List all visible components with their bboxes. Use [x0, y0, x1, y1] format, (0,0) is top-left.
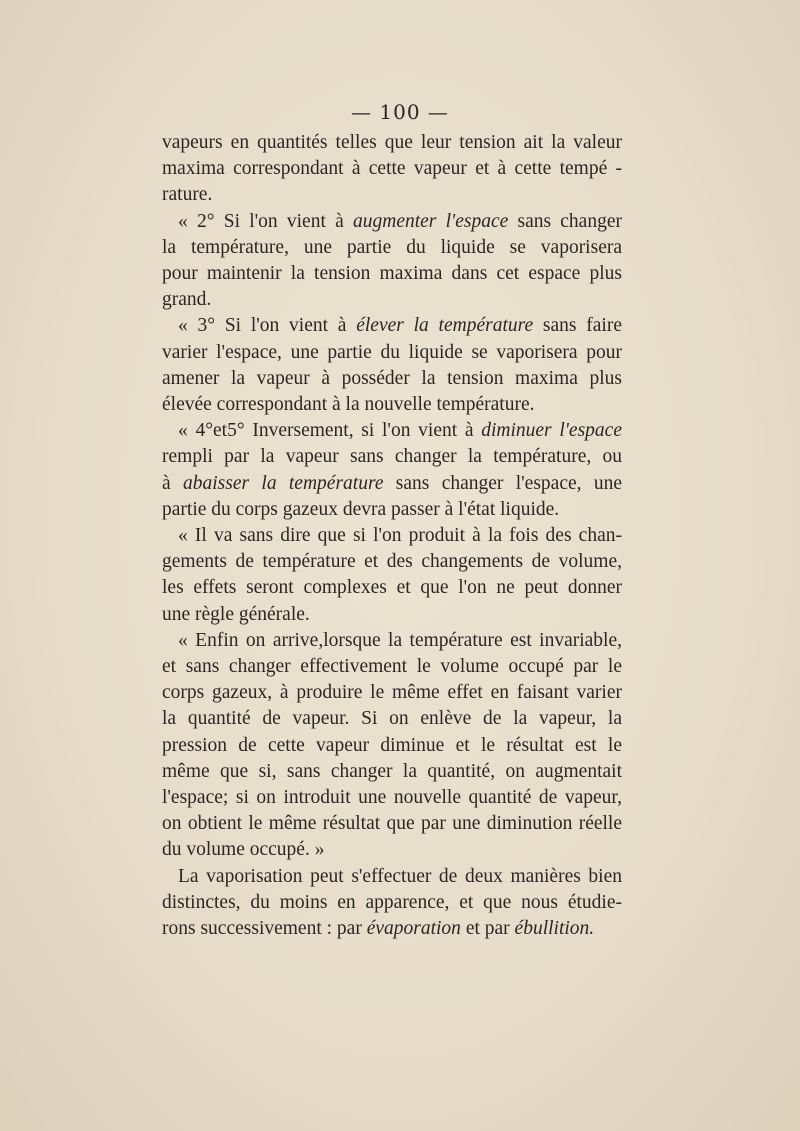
paragraph — [162, 864, 622, 943]
body-text — [162, 130, 622, 942]
text-line: vapeurs en quantités telles que leur tension ait la valeur — [162, 132, 622, 153]
text-line: rempli par la vapeur sans changer la température, ou — [162, 446, 622, 468]
text-line: corps gazeux, à produire le même effet en faisant varier — [162, 682, 622, 704]
text-line: les effets seront complexes et que l'on ne peut donner — [162, 577, 622, 599]
text-line: l'espace; si on introduit une nouvelle quantité de vapeur, — [162, 787, 622, 809]
text-line: pour maintenir la tension maxima dans cet espace plus — [162, 263, 622, 285]
paragraph — [162, 313, 622, 418]
text-line: partie du corps gazeux devra passer à l'état liquide. — [162, 498, 560, 520]
paragraph — [162, 130, 622, 209]
text-line: à abaisser la température sans changer l'espace, une — [162, 472, 622, 494]
paragraph — [162, 418, 622, 523]
paragraph — [162, 628, 622, 864]
text-line: distinctes, du moins en apparence, et que nous étudie- — [162, 891, 622, 913]
text-line: la quantité de vapeur. Si on enlève de la vapeur, la — [162, 708, 622, 730]
text-line: même que si, sans changer la quantité, on augmentait — [162, 760, 622, 782]
text-line: « 4°et5° Inversement, si l'on vient à diminuer l'espace — [178, 420, 622, 442]
text-line: grand. — [162, 289, 212, 311]
text-line: pression de cette vapeur diminue et le résultat est le — [162, 734, 622, 756]
paragraph — [162, 209, 622, 314]
text-line: La vaporisation peut s'effectuer de deux manières bien — [178, 865, 622, 887]
text-line: « Enfin on arrive,lorsque la température est invariable, — [178, 629, 622, 651]
italic-phrase: ébullition. — [514, 918, 595, 940]
page-number: — 100 — — [351, 100, 449, 124]
text-line: amener la vapeur à posséder la tension maxima plus — [162, 367, 622, 389]
italic-phrase: abaisser la température — [182, 472, 384, 494]
text-line: maxima correspondant à cette vapeur et à cette tempé - — [162, 158, 622, 180]
text-line: rature. — [162, 184, 213, 206]
paragraph — [162, 523, 622, 628]
text-line: on obtient le même résultat que par une diminution réelle — [162, 813, 622, 835]
text-line: la température, une partie du liquide se vaporisera — [162, 236, 622, 258]
text-line: « 2° Si l'on vient à augmenter l'espace sans changer — [178, 210, 622, 232]
text-line: une règle générale. — [162, 603, 310, 625]
text-line: varier l'espace, une partie du liquide se vaporisera pour — [162, 341, 622, 363]
text-line: « Il va sans dire que si l'on produit à la fois des chan- — [178, 525, 622, 547]
text-line: rons successivement : par évaporation et par ébullition. — [162, 918, 595, 940]
text-line: du volume occupé. » — [162, 839, 325, 861]
italic-phrase: diminuer l'espace — [481, 420, 622, 442]
italic-phrase: élever la température — [356, 315, 534, 337]
text-line: « 3° Si l'on vient à élever la température sans faire — [178, 315, 622, 337]
text-line: gements de température et des changements de volume, — [162, 551, 622, 573]
text-line: et sans changer effectivement le volume occupé par le — [162, 656, 622, 678]
text-line: élevée correspondant à la nouvelle température. — [162, 394, 535, 416]
italic-phrase: évaporation — [366, 918, 461, 940]
italic-phrase: augmenter l'espace — [352, 210, 509, 232]
